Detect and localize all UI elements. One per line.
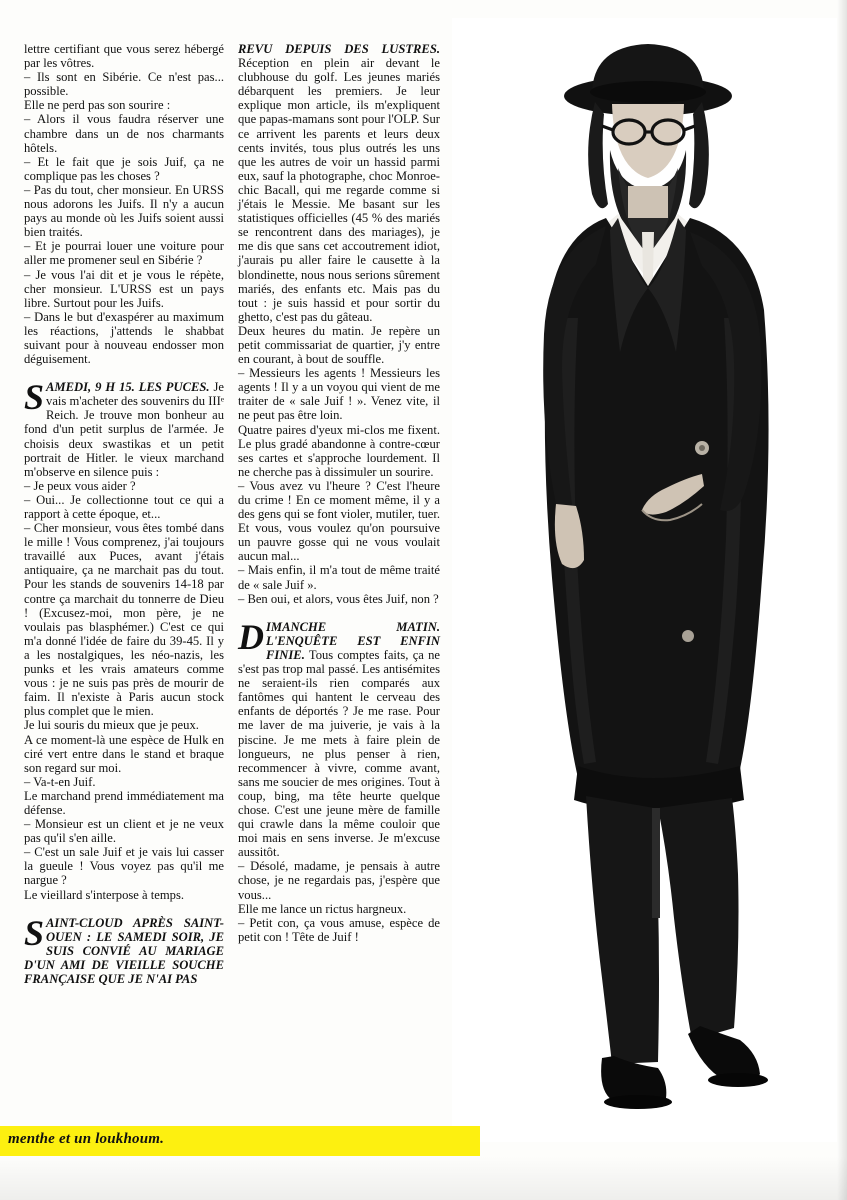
paragraph: – Et le fait que je sois Juif, ça ne complique pas les choses ? xyxy=(24,154,224,183)
paragraph: – Mais enfin, il m'a tout de même traité de « sale Juif ». xyxy=(238,563,440,592)
paragraph: – Désolé, madame, je pensais à autre chose, je ne regardais pas, j'espère que vous... xyxy=(238,859,440,902)
paragraph: – Pas du tout, cher monsieur. En URSS nous adorons les Juifs. Il n'y a aucun pays au monde où les Juifs soient aussi bien traités. xyxy=(24,182,224,240)
section-saint-cloud xyxy=(24,912,224,986)
paragraph: – C'est un sale Juif et je vais lui casser la gueule ! Vous voyez pas qu'il me nargue ? xyxy=(24,845,224,888)
paragraph: lettre certifiant que vous serez hébergé par les vôtres. xyxy=(24,42,224,71)
paragraph: – Va-t-en Juif. xyxy=(24,774,96,789)
paragraph: – Vous avez vu l'heure ? C'est l'heure du crime ! En ce moment même, il y a des gens qui se font violer, mutiler, tuer. Et vous, vous voulez qu'on poursuive un pauvre gosse qui ne vous voulait aucun mal... xyxy=(238,478,440,564)
section-heading: AMEDI, 9 H 15. LES PUCES. xyxy=(46,380,210,395)
paragraph: Quatre paires d'yeux mi-clos me fixent. Le plus gradé abandonne à contre-cœur ses cartes et s'approche lourdement. Il ne cherche pas à dissimuler un sourire. xyxy=(238,422,440,479)
section-heading: REVU DEPUIS DES LUSTRES. xyxy=(238,42,440,56)
footer-highlight-band xyxy=(0,1126,480,1156)
paragraph: – Ils sont en Sibérie. Ce n'est pas... possible. xyxy=(24,70,224,99)
section-body: Je vais m'acheter des souvenirs du IIIᵉ Reich. Je trouve mon bonheur au fond d'un petit surplus de l'armée. Je choisis deux swastikas et un petit portrait de Hitler. le vieux marchand m'observe en silence puis : xyxy=(24,380,224,479)
paragraph: – Je peux vous aider ? xyxy=(24,478,136,493)
paragraph: – Oui... Je collectionne tout ce qui a rapport à cette époque, et... xyxy=(24,492,224,521)
drop-cap: S xyxy=(24,377,45,418)
section-body: Tous comptes faits, ça ne s'est pas trop mal passé. Les antisémites ne seraient-ils rien comparés aux fantômes qui hantent le cerveau des enfants de déportés ? Je me rase. Pour me laver de ma juiverie, je vais à la piscine. Je me mets à faire plein de longueurs, ne plus penser à rien, recommencer à vivre, comme avant, sans me soucier de mes origines. Tout à coup, bing, ma tête heurte quelque chose. C'est une jeune mère de famille qui crawle dans la même couloir que moi mais en sens inverse. Je m'excuse aussitôt. xyxy=(238,647,440,860)
left-column xyxy=(24,42,224,986)
middle-column xyxy=(238,42,440,944)
paragraph: – Je vous l'ai dit et je vous le répète, cher monsieur. L'URSS est un pays libre. Surtout pour les Juifs. xyxy=(24,267,224,310)
section-dimanche xyxy=(238,616,440,860)
paragraph: A ce moment-là une espèce de Hulk en ciré vert entre dans le stand et braque son regard sur moi. xyxy=(24,732,224,775)
page-bottom-shadow xyxy=(0,1156,847,1200)
paragraph: – Dans le but d'exaspérer au maximum les réactions, j'attends le shabbat suivant pour à nouveau endosser mon déguisement. xyxy=(24,309,224,367)
section-samedi xyxy=(24,377,224,479)
photograph xyxy=(452,18,837,1142)
drop-cap: S xyxy=(24,912,45,953)
paragraph: Le vieillard s'interpose à temps. xyxy=(24,887,184,902)
footer-text: menthe et un loukhoum. xyxy=(8,1131,165,1147)
paragraph: Elle me lance un rictus hargneux. xyxy=(238,901,407,916)
paragraph: Le marchand prend immédiatement ma défense. xyxy=(24,788,224,817)
paragraph: Elle ne perd pas son sourire : xyxy=(24,98,171,113)
section-heading: IMANCHE MATIN. L'ENQUÊTE EST ENFIN FINIE. xyxy=(266,619,440,662)
paragraph: Je lui souris du mieux que je peux. xyxy=(24,718,199,733)
paragraph: – Messieurs les agents ! Messieurs les agents ! Il y a un voyou qui vient de me traiter de « sale Juif ! ». Venez vite, il ne peut pas être loin. xyxy=(238,366,440,423)
section-heading: AINT-CLOUD APRÈS SAINT-OUEN : LE SAMEDI SOIR, JE SUIS CONVIÉ AU MARIAGE D'UN AMI DE VIEILLE SOUCHE FRANÇAISE QUE JE N'AI PAS xyxy=(24,915,224,986)
page-edge-shadow xyxy=(837,0,847,1200)
paragraph: Deux heures du matin. Je repère un petit commissariat de quartier, j'y entre en courant, à bout de souffle. xyxy=(238,323,440,367)
paragraph: – Cher monsieur, vous êtes tombé dans le mille ! Vous comprenez, j'ai toujours travaillé aux Puces, avant j'étais antiquaire, ça ne marchait pas du tout. Pour les stands de souvenirs 14-18 par contre ça marchait du tonnerre de Dieu ! (Excusez-moi, mon père, je ne voulais pas blasphémer.) C'est ce qui m'a donné l'idée de faire du 39-45. Il y a les nostalgiques, les néo-nazis, les punks et les vrais amateurs comme vous : je ne suis pas près de mourir de faim. Il n'existe à Paris aucun stock plus complet que le mien. xyxy=(24,521,224,719)
section-heading-continued xyxy=(238,42,440,324)
section-body: Réception en plein air devant le clubhouse du golf. Les jeunes mariés débarquent les premiers. Je leur explique mon article, ils m'expliquent que papas-mamans sont pour l'OLP. Sur ce arrivent les parents et leurs deux cents invités, tous plus outrés les uns que les autres de voir un hassid parmi eux, sauf la photographe, choc Monroe-chic Bacall, qui me regarde comme si j'étais le Messie. Me basant sur les statistiques officielles (45 % des mariés se rencontrent dans des mariages), je me dis que sans cet accoutrement idiot, j'aurais pu aller faire le causette à la blondinette, nous nous serions sûrement mariés, des enfants etc. Mais pas du tout : je suis hassid et pour sortir du ghetto, c'est pas du gâteau. xyxy=(238,56,440,324)
paragraph: – Et je pourrai louer une voiture pour aller me promener seul en Sibérie ? xyxy=(24,239,224,268)
paragraph: – Petit con, ça vous amuse, espèce de petit con ! Tête de Juif ! xyxy=(238,915,440,944)
paragraph: – Monsieur est un client et je ne veux pas qu'il s'en aille. xyxy=(24,817,224,846)
drop-cap: D xyxy=(238,616,264,657)
paragraph: – Alors il vous faudra réserver une chambre dans un de nos charmants hôtels. xyxy=(24,112,224,155)
paragraph: – Ben oui, et alors, vous êtes Juif, non ? xyxy=(238,591,439,606)
